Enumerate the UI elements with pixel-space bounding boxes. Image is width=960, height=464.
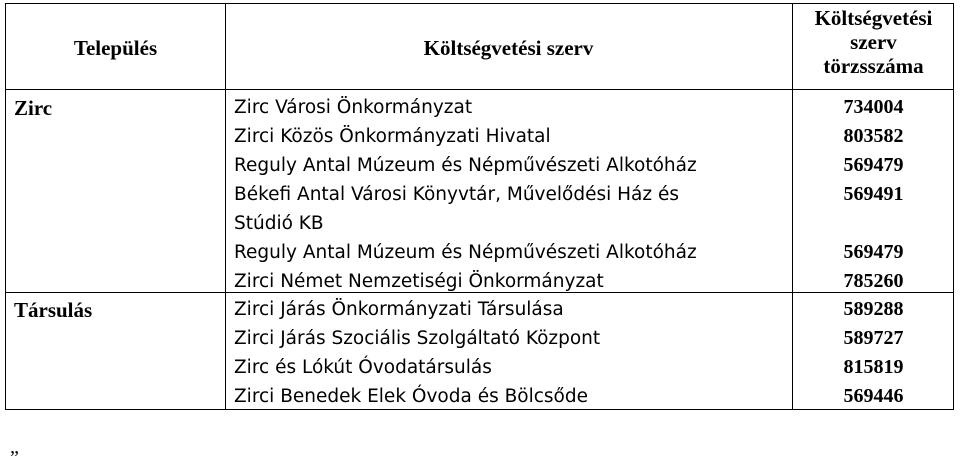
registry-code: 569479: [843, 154, 904, 176]
list-item: Zirci Benedek Elek Óvoda és Bölcsőde: [234, 386, 589, 407]
registry-code: 815819: [843, 356, 904, 378]
registry-code: 569479: [843, 241, 904, 263]
registry-code: 569491: [843, 183, 904, 205]
list-item: Zirci Közös Önkormányzati Hivatal: [234, 126, 551, 147]
closing-quote-mark: „: [10, 436, 19, 458]
budget-org-table: [5, 3, 954, 410]
registry-code: 569446: [843, 385, 904, 407]
header-registry-line3: törzsszáma: [823, 54, 924, 78]
header-budget-org: Költségvetési szerv: [423, 36, 594, 60]
list-item: Reguly Antal Múzeum és Népművészeti Alkotóház: [234, 155, 697, 176]
list-item: Reguly Antal Múzeum és Népművészeti Alkotóház: [234, 242, 697, 263]
registry-code: 589288: [843, 298, 904, 320]
registry-code: 589727: [843, 327, 904, 349]
list-item: Zirci Német Nemzetiségi Önkormányzat: [234, 271, 604, 292]
list-item: Zirc és Lókút Óvodatársulás: [234, 357, 492, 378]
registry-code: 785260: [843, 270, 904, 292]
column-divider-1: [225, 4, 226, 409]
list-item: Békefi Antal Városi Könyvtár, Művelődési Ház és: [234, 184, 679, 205]
list-item: Zirc Városi Önkormányzat: [234, 97, 473, 118]
settlement-tarsulas: Társulás: [14, 298, 93, 322]
zirc-code-list: [792, 93, 955, 296]
header-registry-line1: Költségvetési: [814, 6, 933, 30]
tarsulas-code-list: [792, 295, 955, 411]
registry-code-empty: [792, 209, 955, 238]
zirc-organization-list: [234, 93, 784, 296]
list-item: Zirci Járás Szociális Szolgáltató Központ: [234, 328, 601, 349]
settlement-zirc: Zirc: [14, 96, 53, 120]
header-registry-line2: szerv: [850, 30, 897, 54]
header-settlement: Település: [73, 36, 158, 60]
list-item: Zirci Járás Önkormányzati Társulása: [234, 299, 564, 320]
registry-code: 734004: [843, 96, 904, 118]
list-item: Stúdió KB: [234, 213, 324, 234]
header-divider: [6, 89, 953, 90]
header-registry-number: [792, 6, 955, 78]
registry-code: 803582: [843, 125, 904, 147]
tarsulas-organization-list: [234, 295, 784, 411]
